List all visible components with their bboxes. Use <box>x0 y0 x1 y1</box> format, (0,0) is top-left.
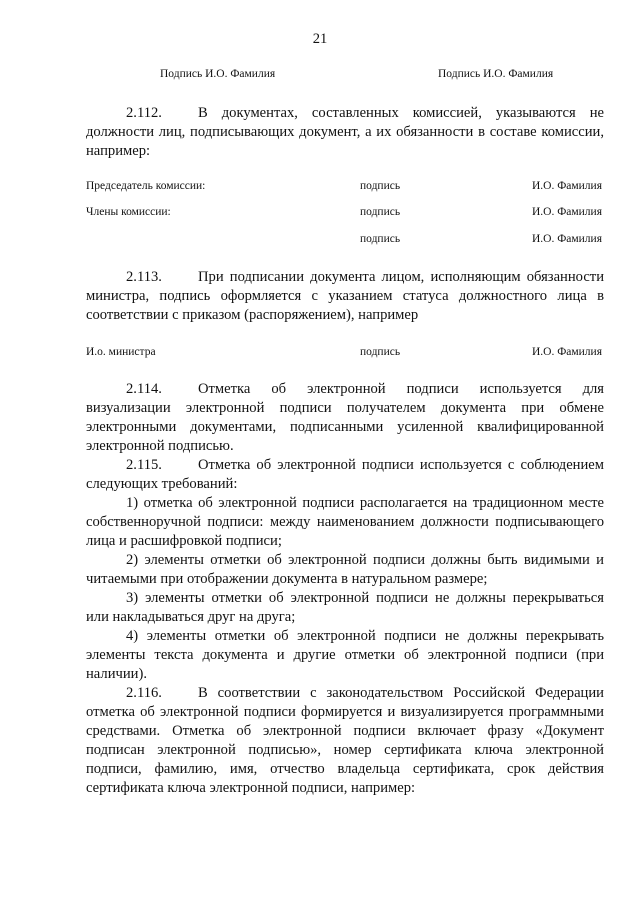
sign-placeholder: подпись <box>360 180 401 192</box>
role-label: Члены комиссии: <box>86 206 171 218</box>
paragraph-text: В документах, составленных комиссией, указываются не должности лиц, подписывающих документ, а их обязанности в составе комиссии, например: <box>86 105 604 159</box>
paragraph-number: 2.115. <box>126 457 162 473</box>
paragraph-text: Отметка об электронной подписи используется для визуализации электронной подписи получателем документа при обмене электронными документами, подписанными усиленной квалифицированной электронной подписью. <box>86 381 604 454</box>
paragraph-2-116 <box>86 684 604 798</box>
paragraph-number: 2.116. <box>126 685 162 701</box>
sign-placeholder: подпись <box>360 346 401 358</box>
list-item: 2) элементы отметки об электронной подписи должны быть видимыми и читаемыми при отображении документа в натуральном размере; <box>86 552 604 587</box>
role-label: Председатель комиссии: <box>86 180 206 192</box>
signer-name: И.О. Фамилия <box>531 206 602 218</box>
list-item: 3) элементы отметки об электронной подписи не должны перекрываться или накладываться друг на друга; <box>86 590 604 625</box>
signature-right: Подпись И.О. Фамилия <box>438 68 554 80</box>
paragraph-2-114 <box>86 380 604 456</box>
paragraph-2-112 <box>86 104 604 161</box>
signer-name: И.О. Фамилия <box>531 346 602 358</box>
signer-name: И.О. Фамилия <box>531 180 602 192</box>
paragraph-text: Отметка об электронной подписи используется с соблюдением следующих требований: <box>86 457 604 492</box>
paragraph-text: При подписании документа лицом, исполняющим обязанности министра, подпись оформляется с указанием статуса должностного лица в соответствии с приказом (распоряжением), например <box>86 269 604 323</box>
sign-placeholder: подпись <box>360 233 401 245</box>
paragraph-block <box>86 380 604 798</box>
paragraph-number: 2.113. <box>126 269 162 285</box>
paragraph-text: В соответствии с законодательством Российской Федерации отметка об электронной подписи формируется и визуализируется программными средствами. Отметка об электронной подписи включает фразу «Документ подписан электронной подписью», номер сертификата ключа электронной подписи, фамилию, имя, отчество владельца сертификата, срок действия сертификата ключа электронной подписи, например: <box>86 685 604 796</box>
signer-name: И.О. Фамилия <box>531 233 602 245</box>
role-label: И.о. министра <box>86 346 156 358</box>
paragraph-2-115 <box>86 456 604 494</box>
paragraph-number: 2.114. <box>126 381 162 397</box>
list-item: 4) элементы отметки об электронной подписи не должны перекрывать элементы текста документа и другие отметки об электронной подписи (при наличии). <box>86 628 604 682</box>
signature-left: Подпись И.О. Фамилия <box>160 68 276 80</box>
paragraph-number: 2.112. <box>126 105 162 121</box>
sign-placeholder: подпись <box>360 206 401 218</box>
page-number: 21 <box>312 31 328 47</box>
list-item: 1) отметка об электронной подписи располагается на традиционном месте собственноручной подписи: между наименованием должности подписывающего лица и расшифровкой подписи; <box>86 495 604 549</box>
paragraph-2-113 <box>86 268 604 325</box>
